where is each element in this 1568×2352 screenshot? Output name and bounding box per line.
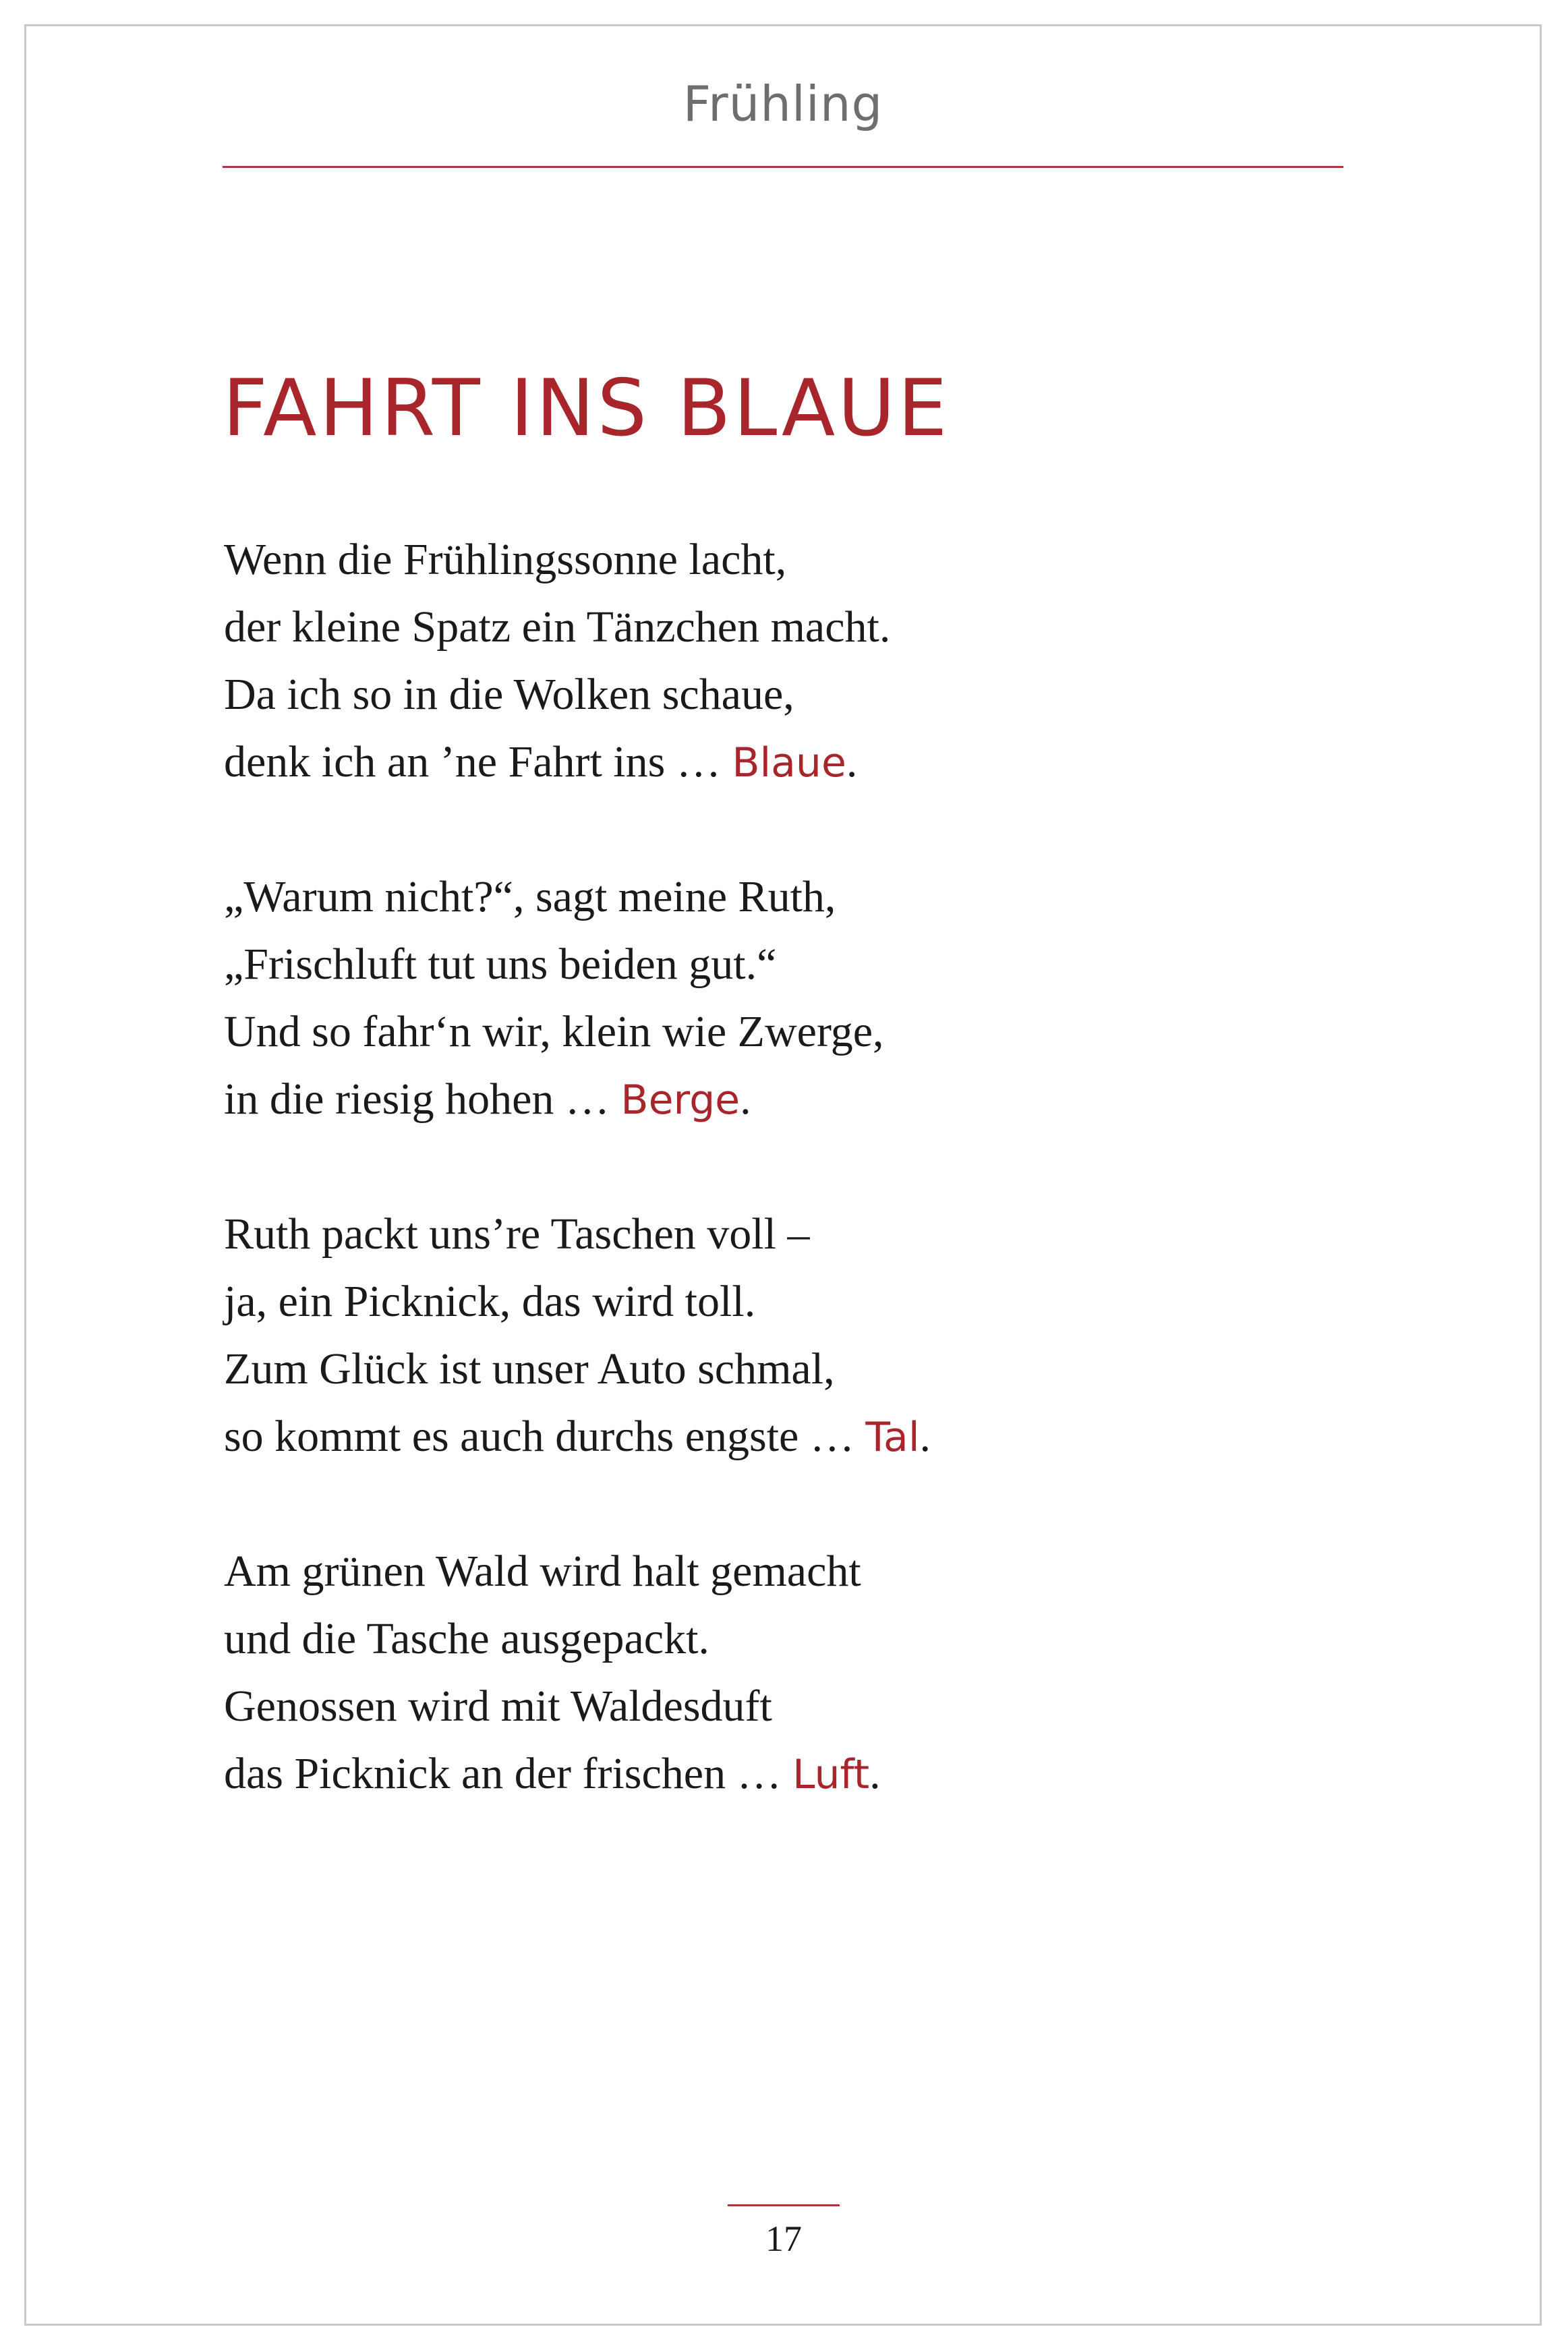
poem-line [224, 594, 1303, 661]
line-text: der kleine Spatz ein Tänzchen macht. [224, 602, 891, 652]
stanza-4 [224, 1538, 1303, 1808]
rhyme-word: Tal [865, 1414, 920, 1461]
rhyme-word: Blaue [732, 739, 846, 786]
line-text: Da ich so in die Wolken schaue, [224, 670, 794, 719]
poem-line [224, 1066, 1303, 1133]
line-text: denk ich an ’ne Fahrt ins … [224, 737, 732, 786]
poem-line [224, 1740, 1303, 1808]
poem-line [224, 1268, 1303, 1336]
line-text: Und so fahr‘n wir, klein wie Zwerge, [224, 1007, 884, 1056]
line-text: und die Tasche ausgepackt. [224, 1614, 709, 1663]
poem-line [224, 863, 1303, 931]
page-number: 17 [765, 2218, 802, 2259]
stanza-2 [224, 863, 1303, 1133]
line-text: „Frischluft tut uns beiden gut.“ [224, 940, 777, 989]
poem-line [224, 728, 1303, 796]
line-text: Wenn die Frühlingssonne lacht, [224, 535, 787, 584]
poem-line [224, 1673, 1303, 1740]
header-divider [223, 166, 1343, 168]
poem-line [224, 1336, 1303, 1403]
line-text: Zum Glück ist unser Auto schmal, [224, 1344, 835, 1394]
poem-line [224, 998, 1303, 1066]
footer-divider [728, 2204, 840, 2206]
line-end-punctuation: . [869, 1749, 881, 1798]
poem-line [224, 526, 1303, 594]
poem-body [224, 526, 1303, 1875]
stanza-3 [224, 1201, 1303, 1470]
poem-line [224, 661, 1303, 728]
line-end-punctuation: . [740, 1074, 751, 1124]
line-end-punctuation: . [919, 1412, 931, 1461]
poem-line [224, 1538, 1303, 1605]
poem-line [224, 1403, 1303, 1470]
poem-line [224, 931, 1303, 998]
running-head: Frühling [683, 76, 883, 132]
line-text: Ruth packt uns’re Taschen voll – [224, 1209, 810, 1259]
poem-title: FAHRT INS BLAUE [223, 363, 950, 454]
line-text: Genossen wird mit Waldesduft [224, 1682, 772, 1731]
line-end-punctuation: . [846, 737, 858, 786]
rhyme-word: Berge [620, 1077, 741, 1124]
poem-line [224, 1605, 1303, 1673]
rhyme-word: Luft [792, 1751, 870, 1798]
line-text: ja, ein Picknick, das wird toll. [224, 1277, 756, 1326]
stanza-1 [224, 526, 1303, 796]
poem-line [224, 1201, 1303, 1268]
line-text: Am grünen Wald wird halt gemacht [224, 1547, 861, 1596]
line-text: das Picknick an der frischen … [224, 1749, 793, 1798]
line-text: so kommt es auch durchs engste … [224, 1412, 866, 1461]
line-text: in die riesig hohen … [224, 1074, 621, 1124]
line-text: „Warum nicht?“, sagt meine Ruth, [224, 872, 836, 921]
